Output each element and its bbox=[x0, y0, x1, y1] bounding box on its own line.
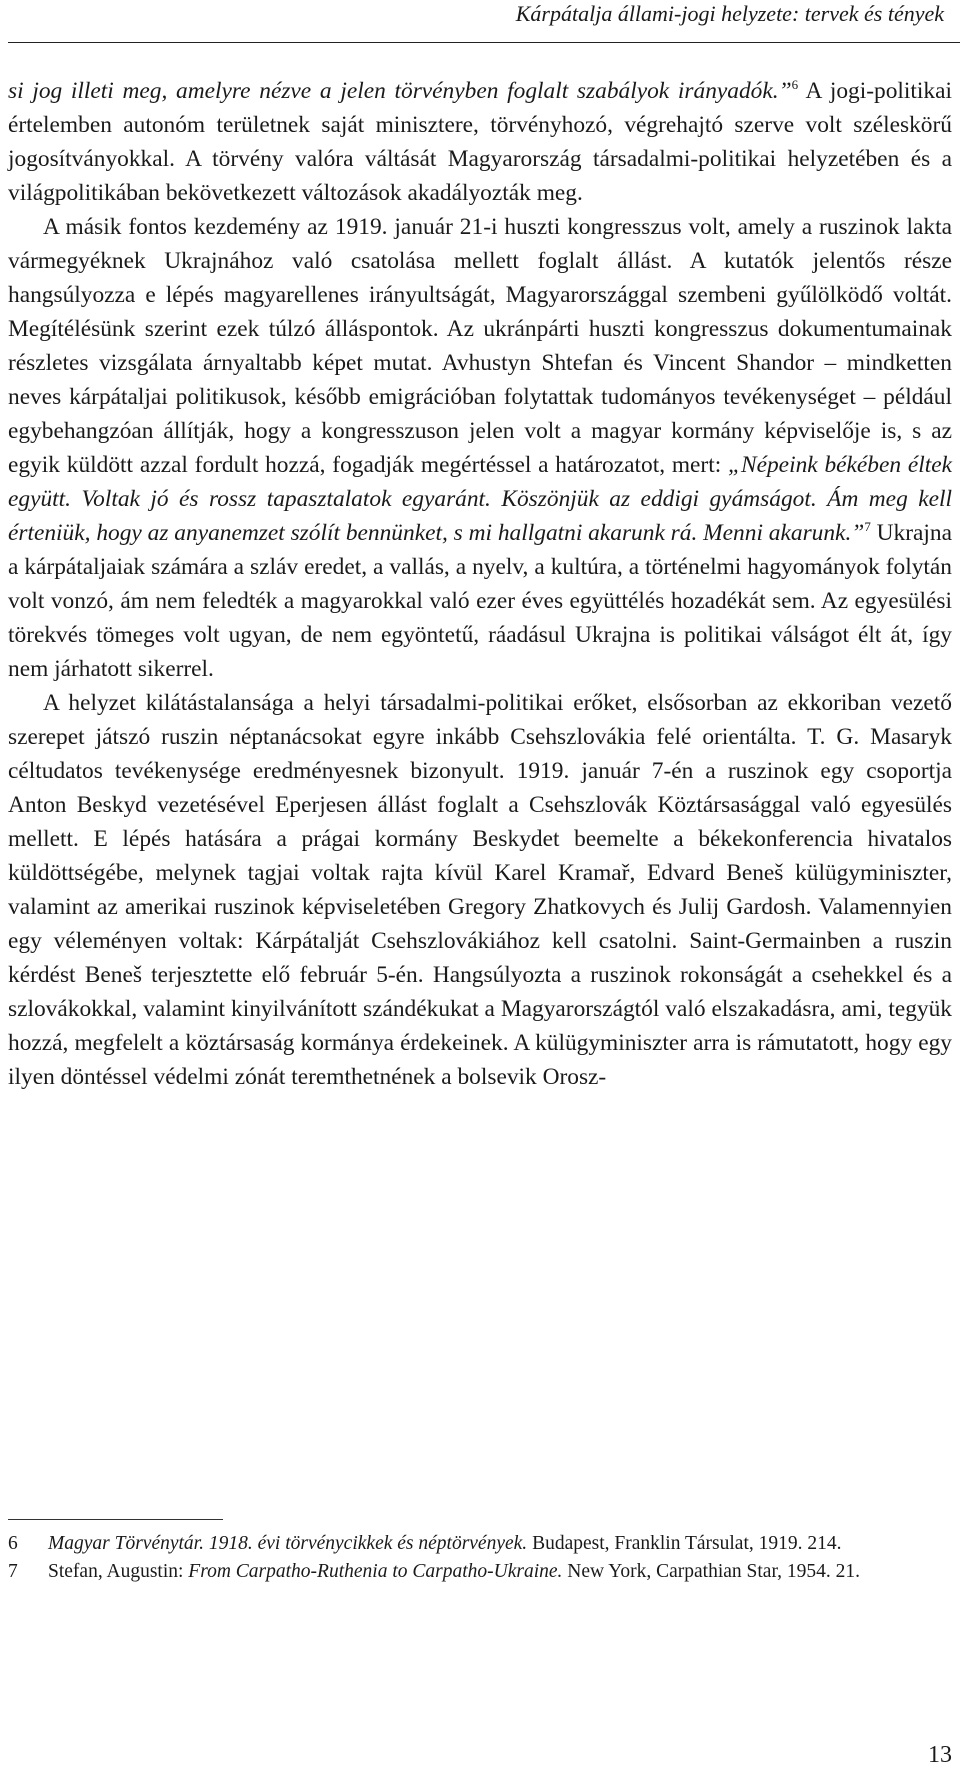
paragraph-3-text: A helyzet kilátástalansága a helyi társadalmi-politikai erőket, elsősorban az ekkoriban vezető szerepet játszó ruszin néptanácsokat egyre inkább Csehszlovákia felé orientálta. T. G. Masaryk céltudatos tevékenysége eredményesnek bizonyult. 1919. január 7-én a ruszinok egy csoportja Anton Beskyd vezetésével Eperjesen állást foglalt a Csehszlovák Köztársasággal való egyesülés mellett. E lépés hatására a prágai kormány Beskydet beemelte a békekonferencia hivatalos küldöttségébe, melynek tagjai voltak rajta kívül Karel Kramař, Edvard Beneš külügyminiszter, valamint az amerikai ruszinok képviseletében Gregory Zhatkovych és Julij Gardosh. Valamennyien egy véleményen voltak: Kárpátalját Csehszlovákiához kell csatolni. Saint-Germainben a ruszin kérdést Beneš terjesztette elő február 5-én. Hangsúlyozta a ruszinok rokonságát a csehekkel és a szlovákokkal, valamint kinyilvánított szándékukat a Magyarországtól való elszakadásra, ami, tegyük hozzá, megfelelt a köztársaság kormánya érdekeinek. A külügyminiszter arra is rámutatott, hogy egy ilyen döntéssel védelmi zónát teremthetnének a bolsevik Orosz- bbox=[8, 690, 952, 1090]
footnote-rule bbox=[8, 1519, 223, 1520]
paragraph-1 bbox=[8, 74, 952, 210]
footnote-text bbox=[48, 1559, 952, 1585]
footnote-title: From Carpatho-Ruthenia to Carpatho-Ukraine. bbox=[188, 1560, 563, 1582]
footnote-number: 6 bbox=[8, 1533, 18, 1554]
paragraph-2-text-end: Ukrajna a kárpátaljaiak számára a szláv eredet, a vallás, a nyelv, a kultúra, a történelmi hagyományok folytán volt vonzó, ám nem feledték a magyarokkal való ezer éves együttélés hozadékát sem. Az egyesülési törekvés tömeges volt ugyan, de nem egyöntetű, ráadásul Ukrajna is politikai válságot élt át, így nem járhatott sikerrel. bbox=[8, 520, 953, 682]
paragraph-3 bbox=[8, 686, 952, 1094]
footnote-number: 7 bbox=[8, 1560, 18, 1582]
page-number: 13 bbox=[928, 1742, 952, 1768]
footnote-ref-6[interactable]: 6 bbox=[791, 77, 799, 93]
footnote-title: Magyar Törvénytár. 1918. évi törvénycikkek és néptörvények. bbox=[48, 1533, 528, 1554]
footnote-text bbox=[48, 1531, 952, 1557]
footnotes bbox=[8, 1531, 952, 1586]
paragraph-2-text: A másik fontos kezdemény az 1919. január 21-i huszti kongresszus volt, amely a ruszinok lakta vármegyéknek Ukrajnához való csatolása mellett foglalt állást. A kutatók jelentős része hangsúlyozza e lépés magyarellenes irányultságát, Magyarországgal szembeni gyűlölködő voltát. Megítélésünk szerint ezek túlzó álláspontok. Az ukránpárti huszti kongresszus dokumentumainak részletes vizsgálata árnyaltabb képet mutat. Avhustyn Shtefan és Vincent Shandor – mindketten neves kárpátaljai politikusok, később emigrációban folytattak tudományos tevékenységet – például egybehangzóan állítják, hogy a kongresszuson jelen volt a magyar kormány képviselője is, s az egyik küldött azzal fordult hozzá, fogadják megértéssel a határozatot, mert: bbox=[8, 214, 952, 478]
header-rule bbox=[8, 42, 960, 43]
footnote-publication: New York, Carpathian Star, 1954. 21. bbox=[562, 1560, 861, 1582]
quote-continuation: si jog illeti meg, amelyre nézve a jelen törvényben foglalt szabályok irányadók.” bbox=[8, 78, 792, 104]
running-head: Kárpátalja állami-jogi helyzete: tervek és tények bbox=[515, 1, 944, 26]
paragraph-1-text: A jogi-politikai értelemben autonóm területnek saját minisztere, törvényhozó, végrehajtó szerve volt széleskörű jogosítványokkal. A törvény valóra váltását Magyarország társadalmi-politikai helyzetében és a világpolitikában bekövetkezett változások akadályozták meg. bbox=[8, 78, 952, 206]
footnote-ref-7[interactable]: 7 bbox=[864, 519, 871, 535]
paragraph-2 bbox=[8, 210, 952, 686]
footnote-author: Stefan, Augustin: bbox=[48, 1560, 189, 1582]
footnote-6 bbox=[8, 1531, 952, 1557]
body-text bbox=[8, 74, 952, 1094]
footnote-7 bbox=[8, 1559, 952, 1585]
footnote-publication: Budapest, Franklin Társulat, 1919. 214. bbox=[527, 1533, 842, 1554]
delegate-quote: „Népeink békében éltek együtt. Voltak jó és rossz tapasztalatok egyaránt. Köszönjük az eddigi gyámságot. Ám meg kell érteniük, hogy az anyanemzet szólít bennünket, s mi hallgatni akarunk rá. Menni akarunk.” bbox=[8, 452, 952, 546]
